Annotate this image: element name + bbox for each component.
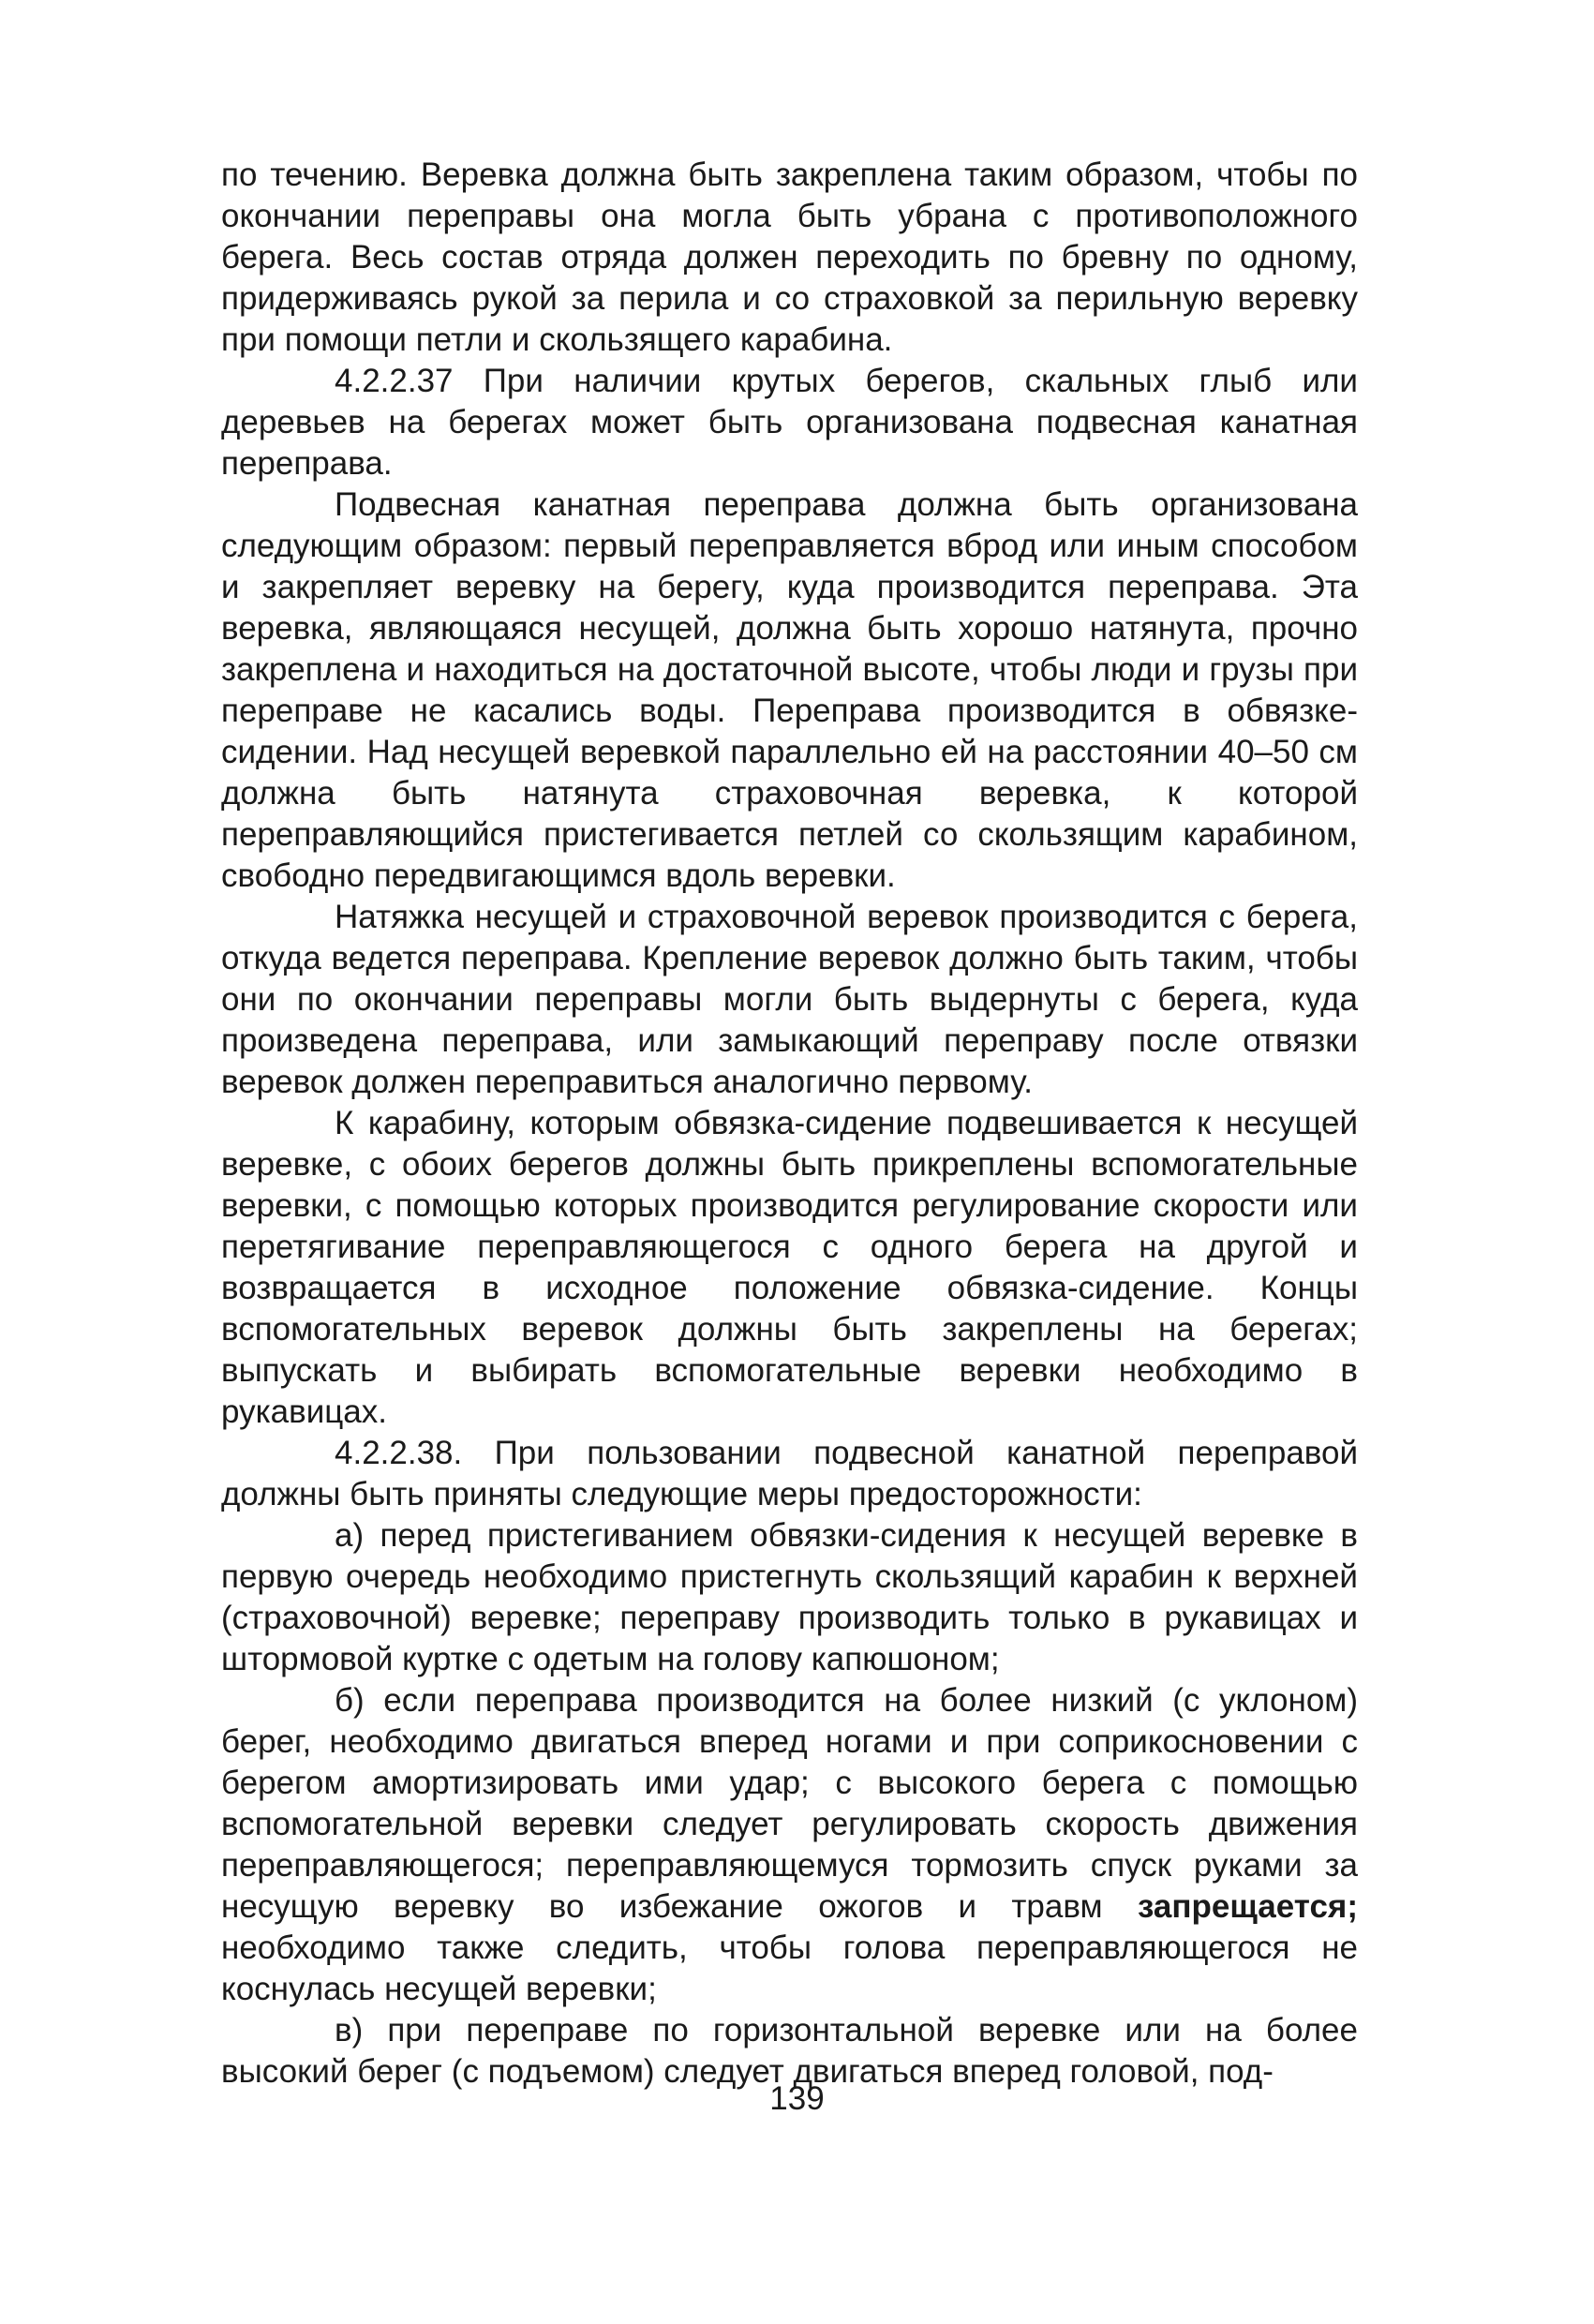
- paragraph-4-2-2-37: 4.2.2.37 При наличии крутых берегов, скальных глыб или деревьев на берегах может быть организована подвесная канатная переправа.: [221, 363, 1358, 482]
- paragraph-suspended-crossing-setup: Подвесная канатная переправа должна быть организована следующим образом: первый переправляется вброд или иным способом и закрепляет веревку на берегу, куда производится переправа. Эта веревка, являющаяся несущей, должна быть хорошо натянута, прочно закреплена и находиться на достаточной высоте, чтобы люди и грузы при переправе не касались воды. Переправа производится в обвязке-сидении. Над несущей веревкой параллельно ей на расстоянии 40–50 см должна быть натянута страховочная веревка, к которой переправляющийся пристегивается петлей со скользящим карабином, свободно передвигающимся вдоль веревки.: [221, 486, 1358, 894]
- list-item-a: а) перед пристегиванием обвязки-сидения к несущей веревке в первую очередь необходимо пристегнуть скользящий карабин к верхней (страховочной) веревке; переправу производить только в рукавицах и штормовой куртке с одетым на голову капюшоном;: [221, 1517, 1358, 1677]
- page-number: 139: [769, 2080, 825, 2117]
- paragraph-auxiliary-ropes: К карабину, которым обвязка-сидение подвешивается к несущей веревке, с обоих берегов должны быть прикреплены вспомогательные веревки, с помощью которых производится регулирование скорости или перетягивание переправляющегося с одного берега на другой и возвращается в исходное положение обвязка-сидение. Концы вспомогательных веревок должны быть закреплены на берегах; выпускать и выбирать вспомогательные веревки необходимо в рукавицах.: [221, 1105, 1358, 1430]
- paragraph-rope-tension: Натяжка несущей и страховочной веревок производится с берега, откуда ведется переправа. Крепление веревок должно быть таким, чтобы они по окончании переправы могли быть выдернуты с берега, куда произведена переправа, или замыкающий переправу после отвязки веревок должен переправиться аналогично первому.: [221, 899, 1358, 1100]
- list-item-v: в) при переправе по горизонтальной веревке или на более высокий берег (с подъемом) следует двигаться вперед головой, под-: [221, 2012, 1358, 2090]
- list-item-b-text-after: необходимо также следить, чтобы голова переправляющегося не коснулась несущей веревки;: [221, 1929, 1358, 2007]
- paragraph-4-2-2-38: 4.2.2.38. При пользовании подвесной канатной переправой должны быть приняты следующие меры предосторожности:: [221, 1435, 1358, 1512]
- paragraph-continuation: по течению. Веревка должна быть закреплена таким образом, чтобы по окончании переправы она могла быть убрана с противоположного берега. Весь состав отряда должен переходить по бревну по одному, придерживаясь рукой за перила и со страховкой за перильную веревку при помощи петли и скользящего карабина.: [221, 156, 1358, 358]
- list-item-b-text-before: б) если переправа производится на более низкий (с уклоном) берег, необходимо двигаться вперед ногами и при соприкосновении с берегом амортизировать ими удар; с высокого берега с помощью вспомогательной веревки следует регулировать скорость движения переправляющегося; переправляющемуся тормозить спуск руками за несущую веревку во избежание ожогов и травм: [221, 1682, 1358, 1925]
- body-text: [221, 155, 1358, 2093]
- list-item-b: [221, 1680, 1358, 2010]
- list-item-b-bold-warning: запрещается;: [1137, 1888, 1358, 1925]
